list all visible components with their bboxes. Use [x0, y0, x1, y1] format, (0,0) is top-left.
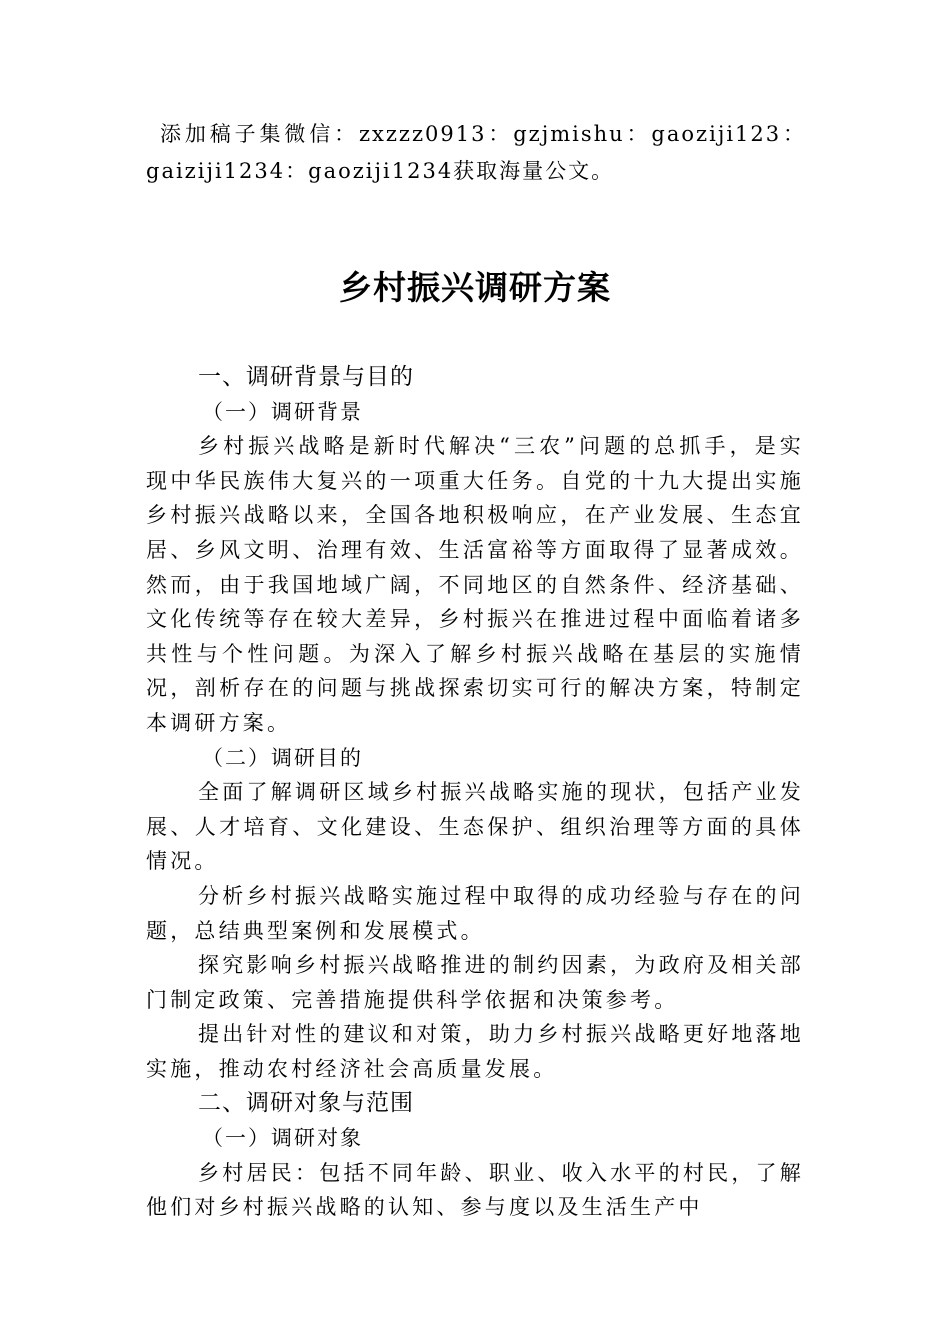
paragraph-purpose-1: 全面了解调研区域乡村振兴战略实施的现状，包括产业发展、人才培育、文化建设、生态保护、组织治理等方面的具体情况。 [146, 780, 804, 874]
paragraph-subjects: 乡村居民：包括不同年龄、职业、收入水平的村民，了解他们对乡村振兴战略的认知、参与度以及生活生产中 [146, 1160, 804, 1220]
paragraph-purpose-2: 分析乡村振兴战略实施过程中取得的成功经验与存在的问题，总结典型案例和发展模式。 [146, 883, 804, 943]
page-title: 乡村振兴调研方案 [339, 268, 611, 307]
paragraph-purpose-4: 提出针对性的建议和对策，助力乡村振兴战略更好地落地实施，推动农村经济社会高质量发展。 [146, 1022, 804, 1081]
document-body [146, 360, 804, 1225]
section-heading-1: 一、调研背景与目的 [198, 364, 414, 390]
subsection-heading-subjects: （一）调研对象 [202, 1126, 363, 1151]
subsection-heading-background: （一）调研背景 [202, 399, 363, 424]
subsection-heading-purpose: （二）调研目的 [202, 745, 363, 770]
wechat-notice: 添加稿子集微信：zxzzz0913：gzjmishu：gaoziji123：gaiziji1234：gaoziji1234获取海量公文。 [146, 122, 806, 183]
section-heading-2: 二、调研对象与范围 [198, 1090, 414, 1117]
paragraph-background: 乡村振兴战略是新时代解决“三农”问题的总抓手，是实现中华民族伟大复兴的一项重大任务。自党的十九大提出实施乡村振兴战略以来，全国各地积极响应，在产业发展、生态宜居、乡风文明、治理有效、生活富裕等方面取得了显著成效。然而，由于我国地域广阔，不同地区的自然条件、经济基础、文化传统等存在较大差异，乡村振兴在推进过程中面临着诸多共性与个性问题。为深入了解乡村振兴战略在基层的实施情况，剖析存在的问题与挑战探索切实可行的解决方案，特制定本调研方案。 [146, 434, 804, 735]
paragraph-purpose-3: 探究影响乡村振兴战略推进的制约因素，为政府及相关部门制定政策、完善措施提供科学依据和决策参考。 [146, 953, 804, 1012]
